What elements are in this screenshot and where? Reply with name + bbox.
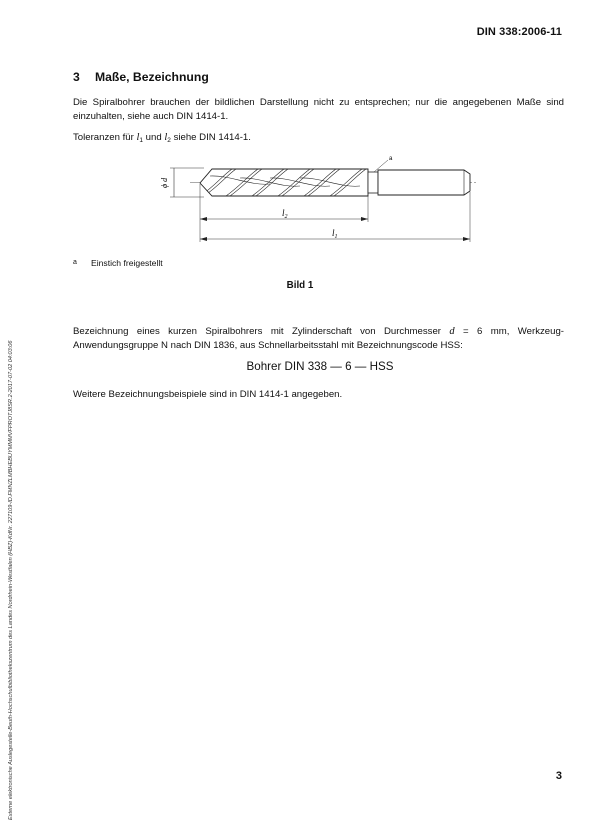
designation-paragraph: Bezeichnung eines kurzen Spiralbohrers mit Zylinderschaft von Durchmesser d = 6 mm, Werkzeug-Anwendungsgruppe N nach DIN 1836, aus Schnellarbeitsstahl mit Bezeichnungscode HSS: — [73, 326, 564, 351]
section-title: Maße, Bezeichnung — [95, 70, 209, 84]
figure-label-diameter: ϕ d — [160, 177, 169, 188]
figure-footnote — [73, 258, 163, 268]
figure-caption: Bild 1 — [286, 280, 314, 291]
intro-paragraph: Die Spiralbohrer brauchen der bildlichen Darstellung nicht zu entsprechen; nur die angegebenen Maße sind einzuhalten, siehe auch DIN 1414-1. — [73, 97, 564, 122]
further-examples-paragraph: Weitere Bezeichnungsbeispiele sind in DIN 1414-1 angegeben. — [73, 389, 343, 400]
document-id: DIN 338:2006-11 — [476, 26, 562, 38]
section-number: 3 — [73, 70, 80, 84]
footnote-mark: a — [73, 259, 77, 266]
figure-label-a: a — [389, 156, 393, 162]
designation-example: Bohrer DIN 338 — 6 — HSS — [246, 360, 394, 373]
tolerance-paragraph: Toleranzen für $l_1$ und $l_2$ siehe DIN 1414-1. — [73, 132, 251, 144]
figure-label-l2: $l_2$ — [282, 208, 288, 220]
side-watermark-note: Externe elektronische Auslegestelle-Beuth-Hochschulbibliothekszentrum des Landes Nordrhein-Westfalen (HBZ)-KdNr. 227109-ID.FMNZLMBHEBUYMMMVFPROTJ8SR.2-2017-07-02 04:03:06 — [8, 340, 14, 820]
page-number: 3 — [555, 770, 562, 782]
footnote-text: Einstich freigestellt — [91, 258, 163, 268]
drill-drawing — [0, 0, 600, 260]
figure-label-l1: $l_1$ — [332, 228, 338, 240]
